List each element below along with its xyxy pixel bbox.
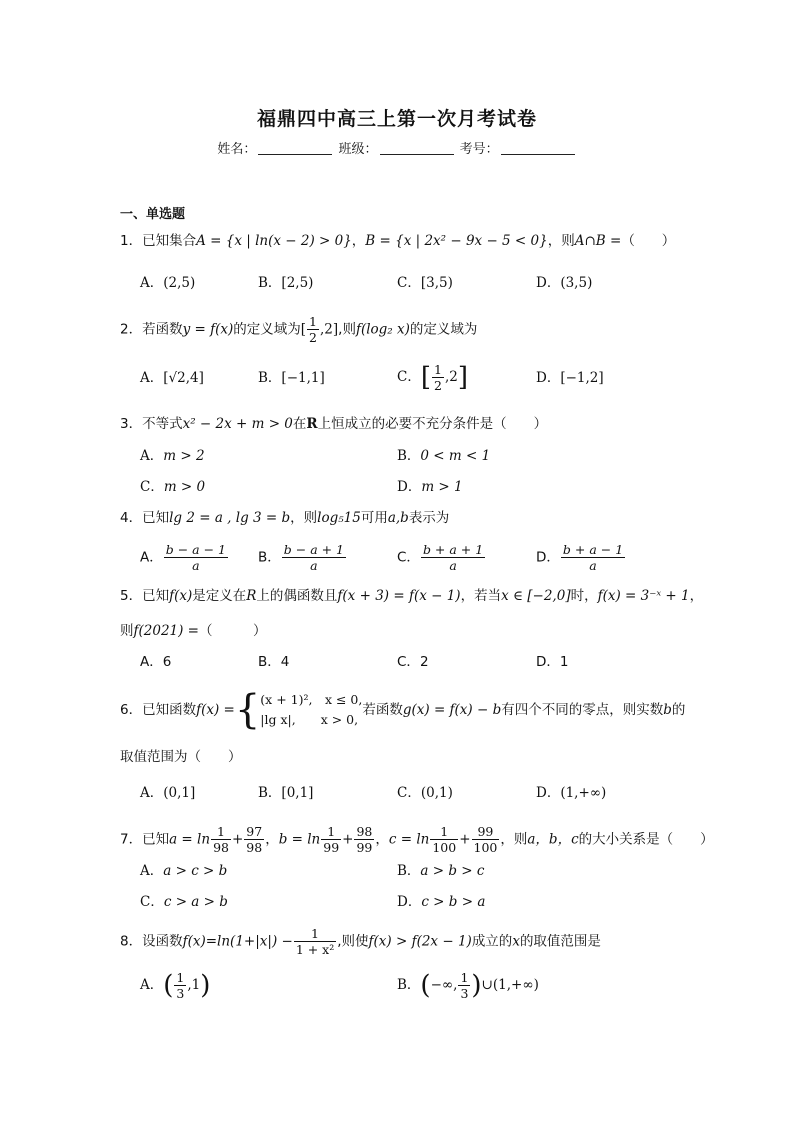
question-text: （ ）	[621, 233, 676, 249]
question-text: 有四个不同的零点，则实数	[501, 702, 664, 718]
numerator: 1	[321, 824, 341, 840]
option-c[interactable]	[397, 542, 486, 573]
option-text: 1	[559, 654, 569, 670]
option-label: A．	[140, 863, 164, 879]
question-7	[120, 824, 714, 855]
fraction	[164, 542, 228, 573]
question-text: 时，	[570, 588, 598, 604]
option-d[interactable]	[397, 477, 463, 497]
question-4	[120, 508, 449, 528]
name-label: 姓名：	[217, 142, 257, 157]
option-d[interactable]	[536, 542, 626, 573]
math-expr: b	[663, 702, 672, 718]
math-expr: f(x) > f(2x − 1)	[368, 933, 472, 950]
option-label: D．	[536, 549, 560, 566]
option-text: [2,5)	[281, 275, 314, 291]
option-c[interactable]	[397, 783, 453, 803]
question-text: ，则	[500, 831, 528, 848]
fraction	[282, 542, 346, 573]
math-set-b: B = {x | 2x² − 9x − 5 < 0}	[365, 233, 548, 249]
numerator: b − a − 1	[165, 542, 226, 557]
question-text: 是定义在	[192, 588, 247, 604]
option-c[interactable]	[140, 892, 228, 912]
option-text: m > 1	[421, 479, 463, 495]
math-expr: f(x)	[169, 588, 193, 604]
option-label: B．	[397, 448, 421, 464]
fraction	[421, 542, 485, 573]
option-label: A．	[140, 977, 164, 993]
option-label: C．	[397, 654, 420, 670]
question-1	[120, 231, 675, 251]
numerator: b − a + 1	[283, 542, 345, 557]
question-text: 的定义域为	[409, 321, 478, 338]
fraction	[174, 970, 186, 1001]
question-text: ，	[689, 588, 704, 604]
section-heading: 一、单选题	[120, 207, 186, 222]
option-text: (3,5)	[560, 275, 593, 291]
math-expr: g(x) = f(x) − b	[402, 702, 502, 718]
question-text: ,则使	[337, 933, 369, 950]
question-text: 已知函数	[142, 702, 197, 718]
option-text: −∞,	[430, 977, 458, 993]
math-expr: f(x + 3) = f(x − 1)	[337, 588, 461, 604]
option-a[interactable]	[140, 861, 227, 881]
question-8	[120, 926, 601, 957]
denominator: a	[449, 558, 457, 573]
question-text: 若函数	[142, 321, 183, 338]
question-6	[120, 687, 686, 733]
question-2	[120, 314, 477, 345]
denominator: 3	[176, 986, 185, 1001]
numerator: 98	[356, 824, 373, 839]
class-label: 班级：	[338, 142, 378, 157]
option-label: A．	[140, 275, 164, 291]
option-a[interactable]	[140, 542, 229, 573]
question-text: ，	[265, 831, 279, 848]
question-text: 已知	[142, 510, 170, 526]
math-expr: A∩B =	[574, 233, 622, 249]
math-expr: a，b，c	[527, 831, 579, 848]
option-label: C．	[397, 275, 421, 291]
option-b[interactable]	[258, 652, 289, 672]
question-text: 上的偶函数且	[256, 588, 338, 604]
option-text: (0,1]	[163, 785, 196, 801]
question-number: 6．	[120, 702, 143, 718]
option-label: B．	[258, 275, 282, 291]
question-text: 已知	[142, 588, 170, 604]
option-c[interactable]	[397, 273, 453, 293]
fraction	[432, 362, 444, 393]
question-text: 上恒成立的必要不充分条件是（ ）	[317, 416, 548, 432]
question-text: 的大小关系是（ ）	[578, 831, 714, 848]
fraction	[307, 314, 319, 345]
question-number: 1．	[120, 233, 143, 249]
option-a[interactable]: A．( $\frac{1}{3}$ ,1)	[140, 970, 211, 1001]
question-text: ，	[351, 233, 366, 249]
question-text: 设函数	[142, 933, 183, 950]
option-a[interactable]	[140, 446, 205, 466]
option-text: (0,1)	[420, 785, 453, 801]
question-6-line-2: 取值范围为（ ）	[120, 749, 242, 765]
student-info-line	[0, 138, 794, 157]
option-a[interactable]	[140, 652, 171, 672]
piecewise-cases	[260, 690, 362, 730]
option-label: A．	[140, 370, 164, 386]
question-text: 若函数	[362, 702, 403, 718]
option-d[interactable]	[536, 652, 569, 672]
case-line: |lg x|, x > 0,	[260, 712, 359, 727]
question-text: ，	[375, 831, 389, 848]
denominator: 99	[323, 840, 340, 855]
denominator: 2	[434, 378, 442, 393]
option-text: (1,+∞)	[560, 785, 607, 801]
math-expr: lg 2 = a , lg 3 = b	[169, 510, 291, 526]
option-b[interactable]	[258, 273, 313, 293]
math-expr: c = ln	[388, 831, 430, 848]
fraction	[458, 970, 470, 1001]
math-expr: +	[231, 831, 244, 848]
option-label: B．	[258, 654, 281, 670]
denominator: a	[310, 558, 318, 573]
option-text: [−1,2]	[560, 370, 604, 386]
math-expr: x ∈ [−2,0]	[501, 588, 571, 604]
option-c[interactable]: C．[ $\frac{1}{2}$ ,2]	[397, 362, 468, 393]
option-a[interactable]	[140, 273, 195, 293]
question-text: 表示为	[408, 510, 450, 526]
option-b[interactable]	[397, 861, 484, 881]
option-label: A．	[140, 654, 163, 670]
math-expr: a = ln	[169, 831, 211, 848]
numerator: 99	[472, 824, 500, 840]
denominator: 3	[460, 986, 469, 1001]
math-expr: a,b	[387, 510, 409, 526]
option-label: D．	[536, 785, 561, 801]
option-text: c > b > a	[421, 894, 486, 910]
fraction	[321, 824, 341, 855]
math-expr: R	[306, 416, 318, 432]
math-expr: f(2021) =	[133, 623, 199, 639]
fraction	[244, 824, 264, 855]
denominator: 100	[432, 840, 457, 855]
option-text: m > 2	[163, 448, 205, 464]
numerator: 1	[176, 970, 185, 985]
math-expr: x	[512, 933, 520, 950]
exam-title: 福鼎四中高三上第一次月考试卷	[256, 108, 537, 130]
math-set-a: A = {x | ln(x − 2) > 0}	[196, 233, 352, 249]
question-number: 7．	[120, 831, 143, 848]
option-label: B．	[258, 785, 282, 801]
option-label: D．	[536, 275, 561, 291]
denominator: a	[589, 558, 597, 573]
option-label: C．	[397, 369, 421, 385]
option-label: D．	[536, 370, 561, 386]
fraction	[354, 824, 374, 855]
numerator: b + a + 1	[422, 542, 484, 557]
question-text: ，若当	[460, 588, 502, 604]
class-blank[interactable]	[380, 140, 454, 155]
option-label: A．	[140, 785, 164, 801]
option-c[interactable]	[397, 652, 429, 672]
math-expr: b = ln	[278, 831, 321, 848]
option-text: 6	[162, 654, 172, 670]
denominator: 1 + x²	[295, 942, 335, 957]
numerator: 1	[430, 824, 458, 840]
question-text: 则	[120, 623, 134, 639]
numerator: 1	[460, 970, 469, 985]
option-text: (2,5)	[163, 275, 196, 291]
math-expr: f(log₂ x)	[355, 321, 410, 338]
math-expr: f(x) =	[196, 702, 235, 718]
math-expr: f(x) = 3⁻ˣ + 1	[597, 588, 690, 604]
question-text: （ ）	[199, 623, 267, 639]
math-expr: f(x)=ln(1+|x|) −	[182, 933, 293, 950]
math-bracket: [	[300, 321, 307, 338]
option-label: D．	[397, 894, 422, 910]
name-blank[interactable]	[258, 140, 332, 155]
numerator: 1	[309, 314, 317, 329]
math-expr: +	[459, 831, 471, 848]
brace-symbol: {	[234, 687, 261, 733]
option-label: C．	[140, 479, 164, 495]
question-number: 2．	[120, 321, 143, 338]
option-text: [0,1]	[281, 785, 314, 801]
option-d[interactable]	[536, 368, 604, 388]
numerator: 97	[246, 824, 263, 839]
option-text: a > b > c	[420, 863, 485, 879]
question-number: 8．	[120, 933, 143, 950]
question-text: 已知	[142, 831, 170, 848]
denominator: a	[192, 558, 200, 573]
fraction	[561, 542, 625, 573]
option-label: A．	[140, 549, 163, 566]
question-text: ,则	[338, 321, 356, 338]
numerator: b + a − 1	[562, 542, 624, 557]
option-b[interactable]	[258, 542, 347, 573]
question-text: 可用	[360, 510, 388, 526]
option-text: ∪(1,+∞)	[481, 977, 539, 993]
denominator: 98	[213, 840, 229, 855]
option-text: [√2,4]	[163, 370, 204, 386]
fraction	[211, 824, 231, 855]
option-label: C．	[397, 549, 420, 566]
case-line: (x + 1)², x ≤ 0,	[260, 692, 363, 707]
option-text: ,2	[444, 369, 458, 385]
option-b[interactable]	[258, 783, 313, 803]
option-text: 2	[419, 654, 429, 670]
question-5	[120, 586, 703, 606]
math-expr: y = f(x)	[182, 321, 234, 338]
option-d[interactable]	[536, 273, 592, 293]
denominator: 99	[356, 840, 373, 855]
denominator: 100	[473, 840, 498, 855]
option-label: C．	[140, 894, 164, 910]
question-text: 已知集合	[142, 233, 197, 249]
option-text: m > 0	[163, 479, 206, 495]
option-text: a > c > b	[163, 863, 228, 879]
fraction	[472, 824, 500, 855]
option-d[interactable]	[536, 783, 606, 803]
denominator: 2	[309, 330, 317, 345]
numerator: 1	[211, 824, 231, 840]
math-expr: R	[246, 588, 257, 604]
denominator: 98	[246, 840, 263, 855]
question-number: 5．	[120, 588, 143, 604]
question-5-line-2	[120, 621, 267, 641]
option-label: B．	[258, 370, 282, 386]
option-label: D．	[397, 479, 422, 495]
fraction	[430, 824, 458, 855]
question-text: 成立的	[471, 933, 513, 950]
number-blank[interactable]	[501, 140, 575, 155]
option-text: ,1	[187, 977, 201, 993]
option-label: C．	[397, 785, 421, 801]
question-number: 4．	[120, 510, 143, 526]
question-text: ，则	[547, 233, 575, 249]
option-label: A．	[140, 448, 164, 464]
number-label: 考号：	[459, 142, 499, 157]
option-d[interactable]	[397, 892, 485, 912]
question-text: 不等式	[142, 416, 183, 432]
option-label: B．	[397, 863, 421, 879]
option-label: D．	[536, 654, 560, 670]
option-b[interactable]: B．(−∞, $\frac{1}{3}$ )∪(1,+∞)	[397, 970, 539, 1001]
question-text: 的定义域为	[233, 321, 301, 338]
math-expr: +	[342, 831, 354, 848]
option-text: c > a > b	[163, 894, 228, 910]
option-label: B．	[397, 977, 421, 993]
option-text: [3,5)	[420, 275, 453, 291]
math-bracket: ,2]	[320, 321, 339, 338]
option-text: [−1,1]	[281, 370, 325, 386]
numerator: 1	[434, 362, 442, 377]
option-b[interactable]	[258, 368, 325, 388]
question-text: ，则	[290, 510, 318, 526]
math-expr: x² − 2x + m > 0	[182, 416, 293, 432]
option-c[interactable]	[140, 477, 205, 497]
fraction	[294, 926, 336, 957]
option-b[interactable]	[397, 446, 490, 466]
question-text: 在	[292, 416, 307, 432]
numerator: 1	[294, 926, 336, 942]
question-text: 的	[671, 702, 686, 718]
question-text: 的取值范围是	[519, 933, 601, 950]
option-a[interactable]	[140, 783, 195, 803]
question-3	[120, 414, 547, 434]
option-text: 4	[280, 654, 290, 670]
option-label: B．	[258, 549, 281, 566]
option-text: 0 < m < 1	[420, 448, 491, 464]
question-number: 3．	[120, 416, 143, 432]
option-a[interactable]	[140, 368, 204, 388]
math-expr: log₅15	[317, 510, 361, 526]
